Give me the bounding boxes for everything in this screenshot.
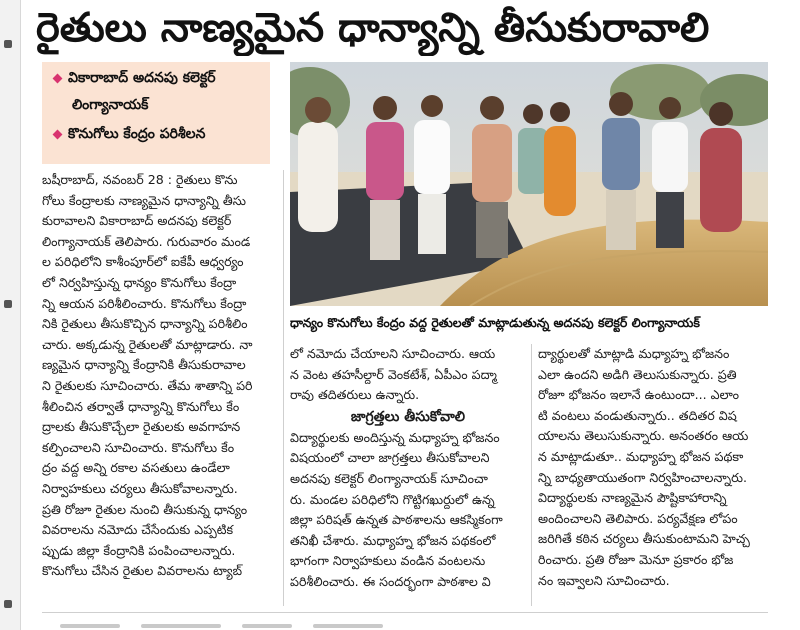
- body-line: చారు. అక్కడున్న రైతులతో మాట్లాడారు. నా: [42, 336, 253, 352]
- article-column-3: [538, 344, 768, 591]
- page-gutter: [0, 0, 21, 630]
- column-divider: [531, 344, 532, 606]
- body-line: నిర్వాహకులు చర్యలు తీసుకోవాలన్నారు.: [42, 480, 238, 496]
- highlight-item-continuation: [54, 97, 148, 116]
- body-line: బషీరాబాద్, నవంబర్ 28 : రైతులు కొను: [42, 172, 238, 187]
- bullet-diamond-icon: [53, 73, 63, 83]
- article-headline: రైతులు నాణ్యమైన ధాన్యాన్ని తీసుకురావాలి: [36, 5, 710, 51]
- gutter-mark: [4, 300, 12, 308]
- news-photo-illustration: [290, 62, 768, 306]
- article-column-1: [42, 170, 276, 582]
- body-line: నికి రైతులు తీసుకొచ్చిన ధాన్యాన్ని పరిశీలిం: [42, 316, 248, 332]
- body-line: నం ఇవ్వాలని సూచించారు.: [538, 572, 670, 588]
- body-line: విద్యార్థులకు నాణ్యమైన పౌష్టికాహారాన్ని: [538, 490, 727, 506]
- body-line: కల్పించాలని సూచించారు. కొనుగోలు కేం: [42, 439, 235, 455]
- body-line: న మాట్లాడుతూ.. మధ్యాహ్న భోజన పథకా: [538, 448, 744, 464]
- body-line: కొనుగోలు చేసిన రైతుల వివరాలను ట్యాబ్: [42, 563, 243, 579]
- text-fragment: [60, 624, 120, 628]
- bullet-diamond-icon: [53, 129, 63, 139]
- body-line: న్ని ఆయన పరిశీలించారు. కొనుగోలు కేంద్రా: [42, 295, 247, 311]
- body-line: శీలించిన తర్వాతే ధాన్యాన్ని కొనుగోలు కేం: [42, 398, 240, 414]
- body-line: ల పరిధిలోని కాశీంపూర్‌లో ఐకేపీ ఆధ్వర్యం: [42, 254, 244, 270]
- text-fragment: [242, 624, 292, 628]
- body-line: ద్యార్థులతో మాట్లాడి మధ్యాహ్న భోజనం: [538, 346, 730, 361]
- body-line: విషయంలో చాలా జాగ్రత్తలు తీసుకోవాలని: [290, 450, 490, 466]
- gutter-mark: [4, 40, 12, 48]
- body-line: విద్యార్థులకు అందిస్తున్న మధ్యాహ్న భోజనం: [290, 429, 500, 445]
- body-line: యాలను తెలుసుకున్నారు. అనంతరం ఆయ: [538, 428, 749, 444]
- body-line: జరిగితే కఠిన చర్యలు తీసుకుంటామని హెచ్చ: [538, 531, 750, 547]
- body-line: కురావాలని వికారాబాద్ అదనపు కలెక్టర్: [42, 213, 232, 229]
- body-line: తనిఖీ చేశారు. మధ్యాహ్న భోజన పథకంలో: [290, 532, 496, 548]
- highlight-text: లింగ్యానాయక్: [72, 97, 149, 113]
- next-article-fragment: [60, 618, 760, 630]
- body-line: వివరాలను నమోదు చేసేందుకు ఎప్పటిక: [42, 522, 234, 538]
- highlights-box: [42, 62, 270, 164]
- gutter-mark: [4, 600, 12, 608]
- article-column-2: [290, 344, 526, 593]
- highlight-text: కొనుగోలు కేంద్రం పరిశీలన: [68, 126, 206, 142]
- text-fragment: [313, 624, 383, 628]
- body-line: న వెంట తహసీల్దార్ వెంకటేశ్, ఏపీఎం పద్మా: [290, 366, 497, 382]
- body-line: ప్రతి రోజూ రైతుల నుంచి తీసుకున్న ధాన్యం: [42, 501, 248, 517]
- news-photo: [290, 62, 768, 306]
- body-line: జిల్లా పరిషత్ ఉన్నత పాఠశాలను ఆకస్మికంగా: [290, 512, 503, 528]
- body-line: న్ని బాధ్యతాయుతంగా నిర్వహించాలన్నారు.: [538, 469, 747, 485]
- body-line: ప్పుడు జిల్లా కేంద్రానికి పంపించాలన్నారు.: [42, 542, 236, 558]
- body-line: ఎలా ఉందని అడిగి తెలుసుకున్నారు. ప్రతి: [538, 366, 737, 382]
- body-line: భాగంగా నిర్వాహకులు వండిన వంటలను: [290, 553, 486, 569]
- photo-caption: ధాన్యం కొనుగోలు కేంద్రం వద్ద రైతులతో మాట్లాడుతున్న అదనపు కలెక్టర్ లింగ్యానాయక్: [290, 315, 700, 330]
- body-line: అందించాలని తెలిపారు. పర్యవేక్షణ లోపం: [538, 510, 738, 526]
- body-line: లో నమోదు చేయాలని సూచించారు. ఆయ: [290, 346, 496, 361]
- body-line: లింగ్యానాయక్ తెలిపారు. గురువారం మండ: [42, 233, 251, 249]
- body-line: రోజూ భోజనం ఇలానే ఉంటుందా... ఎలాం: [538, 387, 739, 403]
- body-line: ణ్యమైన ధాన్యాన్ని కేంద్రానికి తీసుకురావాల: [42, 357, 246, 373]
- body-line: ద్రం వద్ద అన్ని రకాల వసతులు ఉండేలా: [42, 460, 230, 476]
- highlight-text: వికారాబాద్ అదనపు కలెక్టర్: [68, 70, 216, 86]
- highlight-item: [54, 126, 205, 145]
- section-subheading: జాగ్రత్తలు తీసుకోవాలి: [350, 408, 466, 425]
- body-line: రించారు. ప్రతి రోజూ మెనూ ప్రకారం భోజ: [538, 551, 734, 567]
- body-line: రు. మండల పరిధిలోని గొట్టిగఖుర్దులో ఉన్న: [290, 491, 495, 507]
- body-line: టి వంటలు వండుతున్నారు.. తదితర విష: [538, 407, 737, 423]
- page-bottom-rule: [42, 612, 768, 613]
- body-line: పరిశీలించారు. ఈ సందర్భంగా పాఠశాల వి: [290, 573, 491, 589]
- highlight-item: [54, 70, 216, 89]
- body-line: ద్రాలకు తీసుకొచ్చేలా రైతులకు అవగాహన: [42, 419, 241, 435]
- body-line: గోలు కేంద్రాలకు నాణ్యమైన ధాన్యాన్ని తీసు: [42, 192, 246, 208]
- body-line: అదనపు కలెక్టర్ లింగ్యానాయక్ సూచించా: [290, 470, 488, 486]
- column-divider: [283, 170, 284, 606]
- body-line: లో నిర్వహిస్తున్న ధాన్యం కొనుగోలు కేంద్రా: [42, 274, 237, 290]
- body-line: ని రైతులకు సూచించారు. తేమ శాతాన్ని పరి: [42, 377, 253, 393]
- body-line: రావు తదితరులు ఉన్నారు.: [290, 387, 420, 403]
- text-fragment: [141, 624, 221, 628]
